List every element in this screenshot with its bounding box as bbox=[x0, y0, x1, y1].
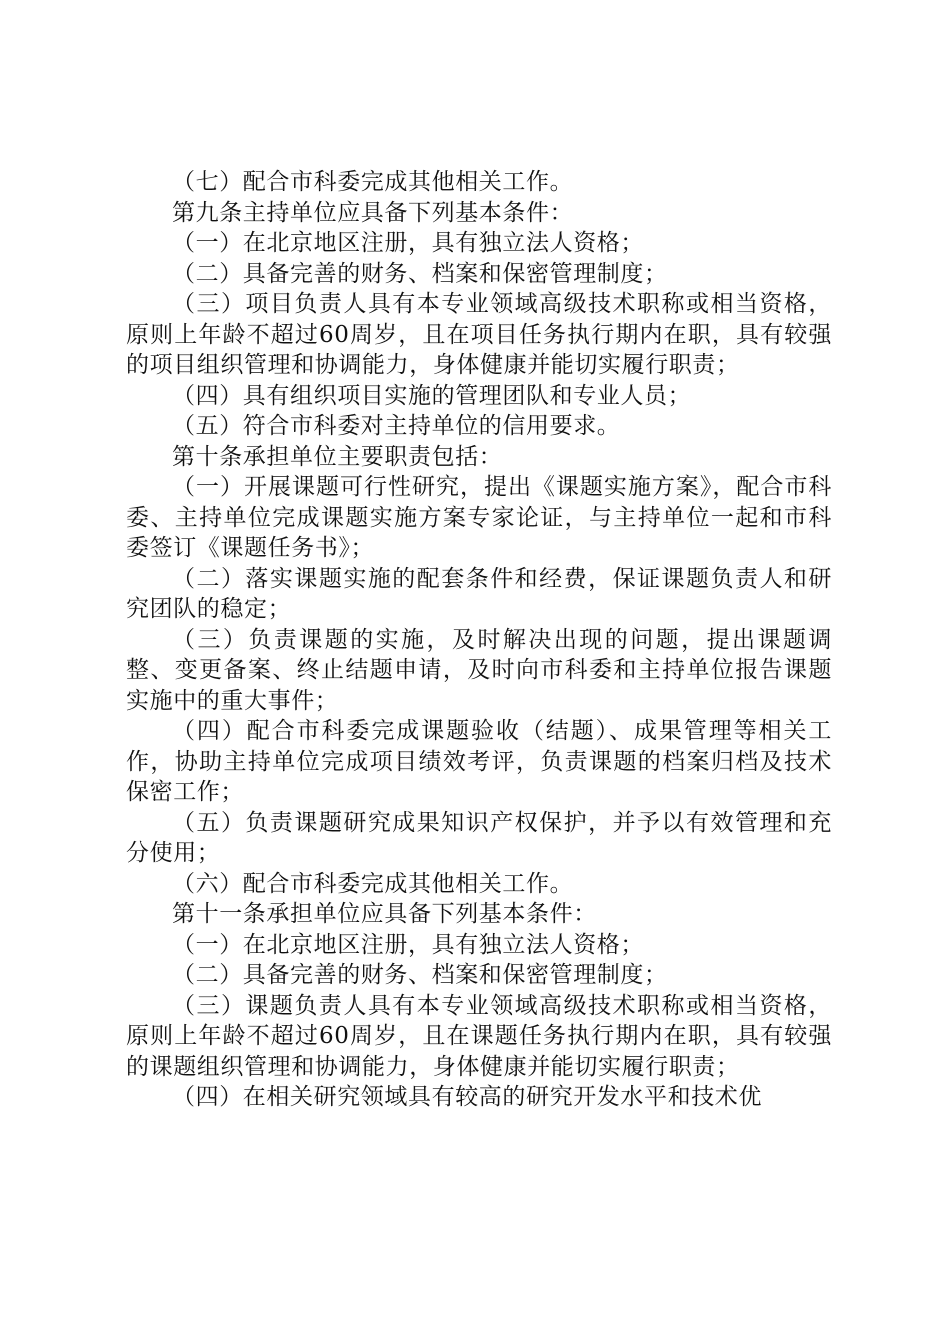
article-11-item-3: （三）课题负责人具有本专业领域高级技术职称或相当资格，原则上年龄不超过60周岁，且在课题任务执行期内在职，具有较强的课题组织管理和协调能力，身体健康并能切实履行职责； bbox=[126, 992, 832, 1080]
document-body bbox=[126, 167, 832, 1113]
article-9-item-3: （三）项目负责人具有本专业领域高级技术职称或相当资格，原则上年龄不超过60周岁，且在项目任务执行期内在职，具有较强的项目组织管理和协调能力，身体健康并能切实履行职责； bbox=[126, 291, 832, 378]
article-11-item-4: （四）在相关研究领域具有较高的研究开发水平和技术优 bbox=[172, 1084, 762, 1110]
article-10-item-5: （五）负责课题研究成果知识产权保护，并予以有效管理和充分使用； bbox=[126, 809, 832, 866]
article-11-item-2: （二）具备完善的财务、档案和保密管理制度； bbox=[172, 962, 668, 988]
article-11-item-1: （一）在北京地区注册，具有独立法人资格； bbox=[172, 931, 644, 958]
article-10-item-3: （三）负责课题的实施，及时解决出现的问题，提出课题调整、变更备案、终止结题申请，及时向市科委和主持单位报告课题实施中的重大事件； bbox=[126, 626, 832, 714]
article-10-item-1: （一）开展课题可行性研究，提出《课题实施方案》，配合市科委、主持单位完成课题实施方案专家论证，与主持单位一起和市科委签订《课题任务书》； bbox=[126, 474, 832, 561]
article-9-item-1: （一）在北京地区注册，具有独立法人资格； bbox=[172, 230, 644, 256]
article-10-item-4: （四）配合市科委完成课题验收（结题）、成果管理等相关工作，协助主持单位完成项目绩效考评，负责课题的档案归档及技术保密工作； bbox=[126, 718, 832, 805]
article-9-heading: 第九条主持单位应具备下列基本条件： bbox=[172, 199, 574, 226]
article-9-item-4: （四）具有组织项目实施的管理团队和专业人员； bbox=[172, 382, 692, 409]
article-10-heading: 第十条承担单位主要职责包括： bbox=[172, 443, 503, 470]
article-10-item-2: （二）落实课题实施的配套条件和经费，保证课题负责人和研究团队的稳定； bbox=[126, 565, 832, 622]
article-9-item-5: （五）符合市科委对主持单位的信用要求。 bbox=[172, 413, 621, 439]
article-9-item-2: （二）具备完善的财务、档案和保密管理制度； bbox=[172, 260, 668, 287]
article-11-heading: 第十一条承担单位应具备下列基本条件： bbox=[172, 901, 597, 927]
article-10-item-6: （六）配合市科委完成其他相关工作。 bbox=[172, 870, 574, 897]
article-7-item-7: （七）配合市科委完成其他相关工作。 bbox=[172, 169, 574, 195]
